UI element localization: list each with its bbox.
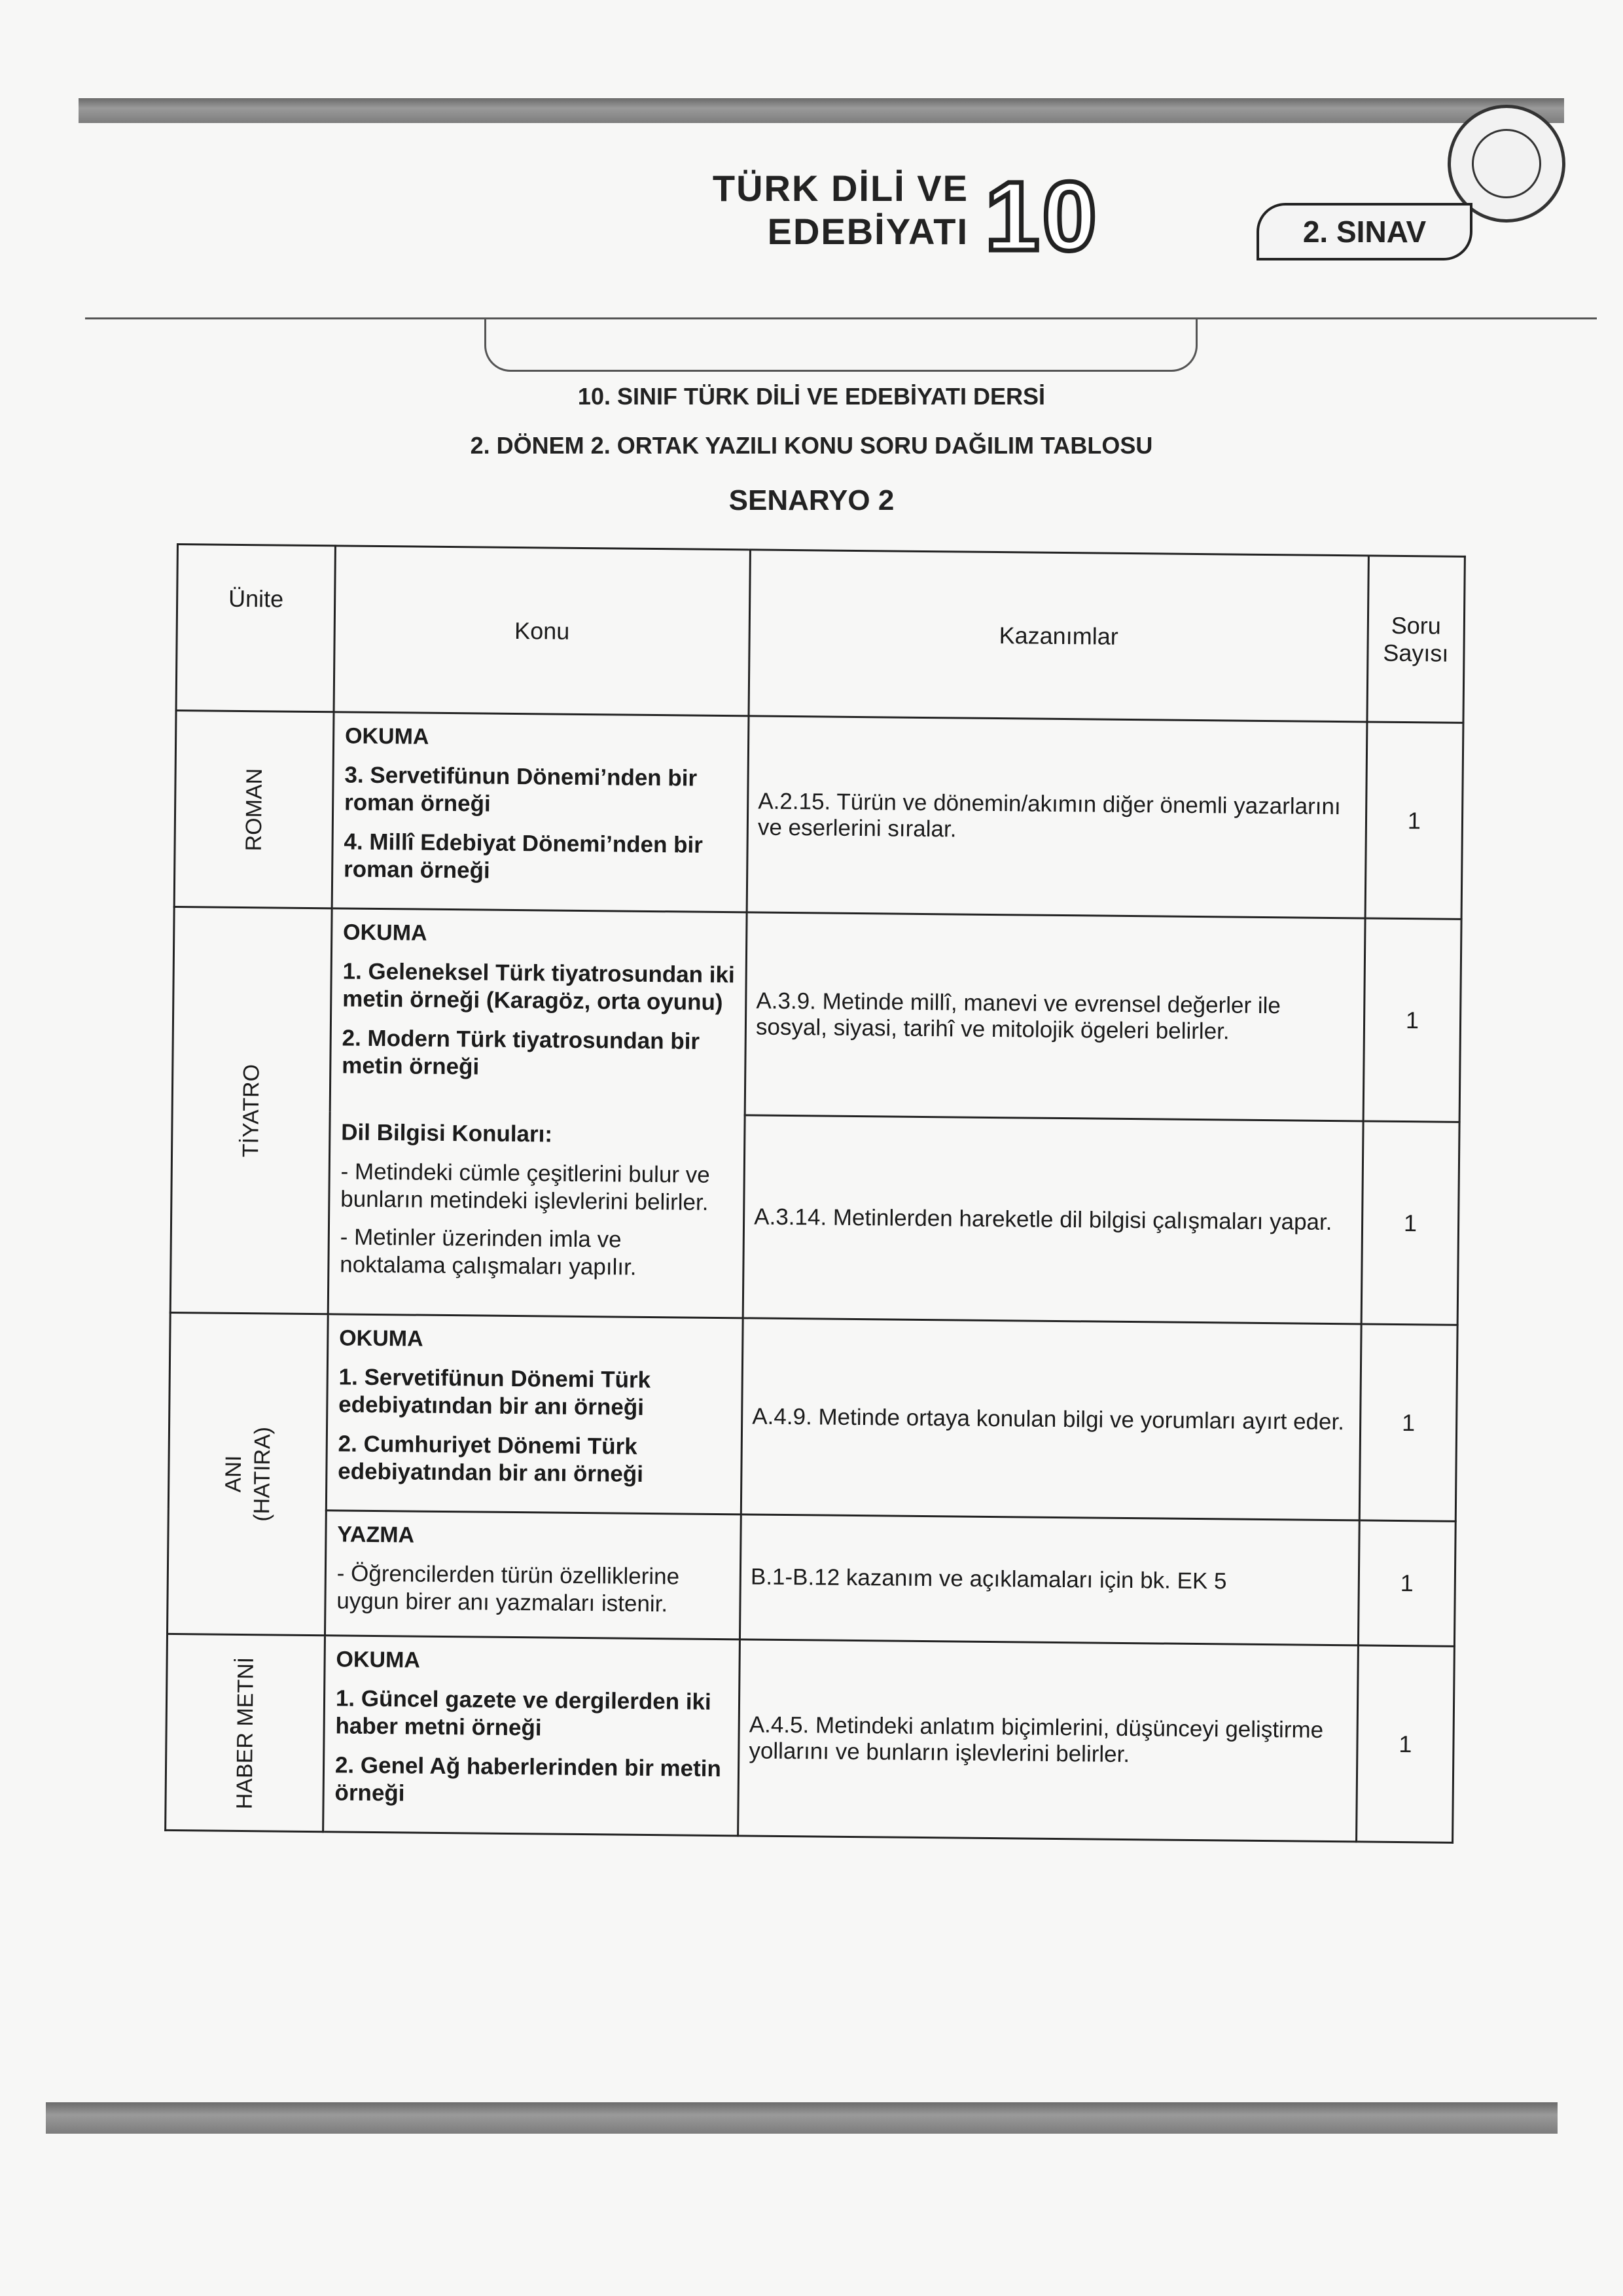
- subject-title: TÜRK DİLİ VE EDEBİYATI: [712, 168, 969, 252]
- heading-line3: SENARYO 2: [728, 484, 895, 516]
- unit-ani: ANI (HATIRA): [168, 1312, 329, 1635]
- konu-tiyatro: OKUMA 1. Geleneksel Türk tiyatrosundan iki metin örneği (Karagöz, orta oyunu) 2. Modern Türk tiyatrosundan bir metin örneği Dil Bilgisi Konuları: - Metindeki cümle çeşitlerini bulur ve bunların metindeki işlevlerini belirler. - Metinler üzerinden imla ve noktalama çalışmaları yapılır.: [328, 908, 747, 1318]
- kazanim-roman: A.2.15. Türün ve dönemin/akımın diğer önemli yazarlarını ve eserlerini sıralar.: [747, 716, 1367, 918]
- distribution-table: [164, 543, 1466, 1844]
- heading-line1: 10. SINIF TÜRK DİLİ VE EDEBİYATI DERSİ: [577, 383, 1046, 410]
- col-unite: Ünite: [176, 545, 335, 712]
- kazanim-yazma: B.1-B.12 kazanım ve açıklamaları için bk. EK 5: [740, 1515, 1360, 1645]
- kazanim-tiyatro-1: A.3.9. Metinde millî, manevi ve evrensel değerler ile sosyal, siyasi, tarihî ve mitolojik ögeleri belirler.: [745, 912, 1365, 1121]
- konu-yazma: YAZMA - Öğrencilerden türün özelliklerine uygun birer anı yazmaları istenir.: [325, 1511, 741, 1640]
- konu-roman: OKUMA 3. Servetifünun Dönemi’nden bir roman örneği 4. Millî Edebiyat Dönemi’nden bir roman örneği: [332, 712, 749, 912]
- unit-roman: ROMAN: [174, 711, 334, 908]
- table-row-ani-okuma: [168, 1312, 1457, 1521]
- table-row-haber: [166, 1634, 1455, 1842]
- table-row-tiyatro-1: [172, 906, 1461, 1122]
- kazanim-haber: A.4.5. Metindeki anlatım biçimlerini, düşünceyi geliştirme yollarını ve bunların işlevlerini belirler.: [738, 1640, 1359, 1842]
- exam-label: 2. SINAV: [1257, 203, 1472, 260]
- konu-haber: OKUMA 1. Güncel gazete ve dergilerden iki haber metni örneği 2. Genel Ağ haberlerinden bir metin örneği: [323, 1636, 740, 1836]
- count-tiyatro-2: 1: [1361, 1121, 1459, 1325]
- col-kazanim: Kazanımlar: [749, 550, 1368, 722]
- count-ani: 1: [1359, 1324, 1457, 1521]
- col-konu: Konu: [334, 546, 751, 716]
- count-haber: 1: [1356, 1645, 1454, 1842]
- count-roman: 1: [1365, 722, 1463, 919]
- unit-tiyatro: TİYATRO: [170, 906, 332, 1314]
- header-row: [176, 545, 1465, 723]
- table-row-roman: [174, 711, 1463, 920]
- kazanim-tiyatro-2: A.3.14. Metinlerden hareketle dil bilgisi çalışmaları yapar.: [743, 1115, 1363, 1324]
- col-soru: Soru Sayısı: [1367, 556, 1465, 723]
- header-notch: [484, 319, 1198, 372]
- table-row-ani-yazma: [168, 1509, 1456, 1646]
- unit-haber: HABER METNİ: [166, 1634, 325, 1831]
- bottom-band: [46, 2102, 1558, 2134]
- grade-number: 10: [985, 161, 1099, 271]
- konu-ani: OKUMA 1. Servetifünun Dönemi Türk edebiyatından bir anı örneği 2. Cumhuriyet Dönemi Türk edebiyatından bir anı örneği: [326, 1314, 743, 1515]
- kazanim-ani: A.4.9. Metinde ortaya konulan bilgi ve yorumları ayırt eder.: [741, 1318, 1361, 1520]
- count-tiyatro-1: 1: [1363, 918, 1461, 1122]
- top-band: [79, 98, 1564, 123]
- heading-line2: 2. DÖNEM 2. ORTAK YAZILI KONU SORU DAĞILIM TABLOSU: [470, 432, 1153, 459]
- count-yazma: 1: [1358, 1520, 1455, 1646]
